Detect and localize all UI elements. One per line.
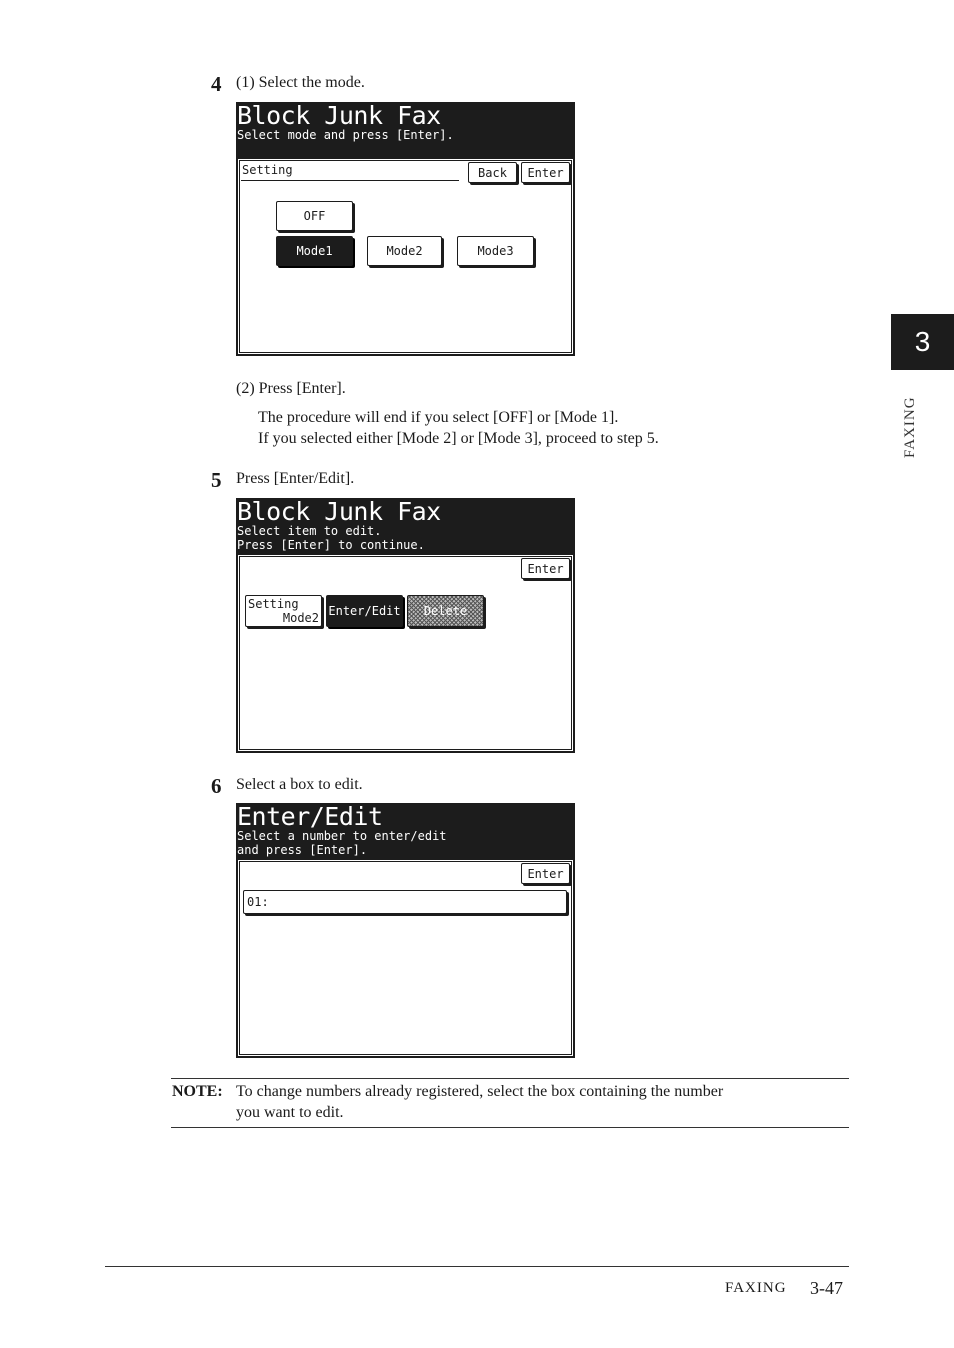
screen-subtitle-line-1: Select item to edit. [237, 524, 382, 538]
screen-subtitle-line-2: Press [Enter] to continue. [237, 538, 425, 552]
screen-subtitle-line-1: Select a number to enter/edit [237, 829, 447, 843]
setting-label: Setting [242, 163, 293, 177]
screen-body [236, 858, 575, 1058]
step-5-number: 5 [211, 468, 222, 492]
step-4-sub-2: The procedure will end if you select [OFF] or [Mode 1]. [258, 409, 619, 426]
chapter-number: 3 [914, 326, 931, 357]
screen-body [236, 553, 575, 753]
step-4-text: (1) Select the mode. [236, 74, 365, 91]
footer-rule [105, 1266, 849, 1267]
step-4-sub-3: If you selected either [Mode 2] or [Mode 3], proceed to step 5. [258, 430, 659, 447]
lcd-screen-1 [236, 102, 575, 356]
screen-header [236, 102, 575, 157]
step-4-sub-1: (2) Press [Enter]. [236, 380, 346, 397]
note-top-rule [171, 1078, 849, 1079]
off-button[interactable]: OFF [276, 201, 353, 231]
screen-title: Block Junk Fax [237, 497, 441, 526]
setting-button-label: Setting [248, 597, 299, 611]
enter-button[interactable]: Enter [521, 162, 570, 183]
step-5-text: Press [Enter/Edit]. [236, 470, 355, 487]
step-4-number: 4 [211, 72, 222, 96]
screen-title: Block Junk Fax [237, 101, 441, 130]
setting-underline [241, 180, 459, 181]
screen-body [236, 157, 575, 356]
footer-page-number: 3-47 [810, 1278, 843, 1298]
mode2-button[interactable]: Mode2 [367, 236, 442, 266]
note-line-1: To change numbers already registered, select the box containing the number [236, 1083, 724, 1100]
setting-button-value: Mode2 [282, 611, 319, 625]
mode1-button[interactable]: Mode1 [276, 236, 353, 266]
enter-edit-button[interactable]: Enter/Edit [326, 595, 403, 627]
note-bottom-rule [171, 1127, 849, 1128]
entry-box-01[interactable]: 01: [243, 890, 567, 914]
chapter-tab [891, 314, 954, 370]
setting-mode2-button[interactable] [245, 595, 322, 627]
lcd-screen-3 [236, 803, 575, 1058]
step-6-text: Select a box to edit. [236, 776, 363, 793]
back-button[interactable]: Back [468, 162, 517, 183]
mode3-button[interactable]: Mode3 [457, 236, 534, 266]
chapter-side-label: FAXING [902, 396, 918, 458]
screen-subtitle: Select mode and press [Enter]. [237, 128, 454, 142]
footer-section: FAXING [725, 1280, 787, 1296]
delete-button[interactable]: Delete [407, 595, 484, 627]
enter-button[interactable]: Enter [521, 863, 570, 884]
note-line-2: you want to edit. [236, 1104, 344, 1121]
screen-header [236, 803, 575, 858]
screen-header [236, 498, 575, 553]
screen-subtitle-line-2: and press [Enter]. [237, 843, 368, 857]
screen-title: Enter/Edit [237, 802, 383, 831]
note-label: NOTE: [172, 1083, 223, 1100]
enter-button[interactable]: Enter [521, 558, 570, 579]
step-6-number: 6 [211, 774, 222, 798]
lcd-screen-2 [236, 498, 575, 753]
